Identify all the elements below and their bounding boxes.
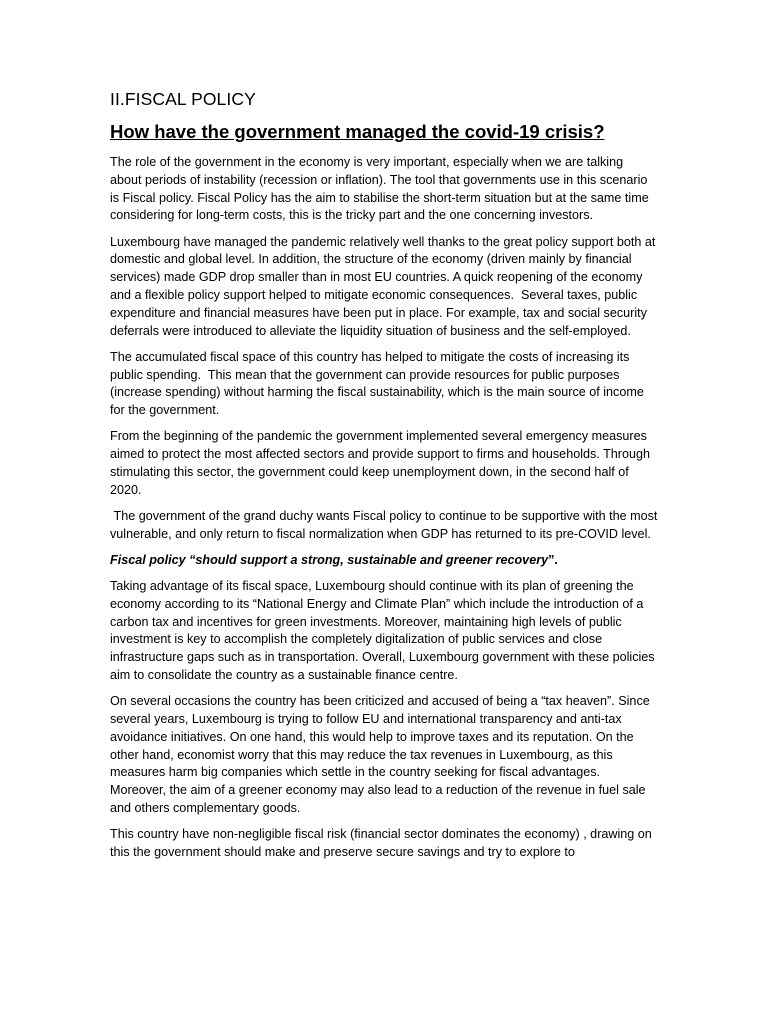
paragraph-tax-heaven: On several occasions the country has been criticized and accused of being a “tax heaven”. Since several years, Luxembourg is trying to follow EU and international transparency and anti-tax avoidance initiatives. On one hand, this would help to improve taxes and its reputation. On the other hand, economist worry that this may reduce the tax revenues in Luxembourg, as this measures harm big companies which settle in the country seeking for fiscal advantages. Moreover, the aim of a greener economy may also lead to a reduction of the revenue in fuel sale and others complementary goods. (110, 694, 654, 816)
quote-tail: ”. (548, 552, 558, 567)
section-heading: II.FISCAL POLICY (110, 89, 256, 109)
paragraph-greening-economy: Taking advantage of its fiscal space, Luxembourg should continue with its plan of greening the economy according to its “National Energy and Climate Plan” which include the introduction of a carbon tax and incentives for green investments. Moreover, maintaining high levels of public investment is key to accomplish the completely digitalization of public services and close infrastructure gaps such as in transportation. Overall, Luxembourg government with these policies aim to consolidate the country as a sustainable finance centre. (110, 579, 659, 683)
paragraph-fiscal-space: The accumulated fiscal space of this country has helped to mitigate the costs of increasing its public spending. This mean that the government can provide resources for public purposes (increase spending) without harming the fiscal sustainability, which is the main source of income for the government. (110, 349, 648, 418)
fiscal-policy-quote (110, 552, 658, 570)
quote-lead: Fiscal policy “should support a strong, sustainable and greener recovery (110, 552, 549, 567)
document-body (110, 88, 661, 870)
paragraph-emergency-measures: From the beginning of the pandemic the government implemented several emergency measures aimed to protect the most affected sectors and provide support to firms and households. Through stimulating this sector, the government could keep unemployment down, in the second half of 2020. (110, 429, 654, 497)
paragraph-grand-duchy-policy: The government of the grand duchy wants Fiscal policy to continue to be supportive with the most vulnerable, and only return to fiscal normalization when GDP has returned to its pre-COVID level. (110, 508, 661, 541)
paragraph-fiscal-risk: This country have non-negligible fiscal risk (financial sector dominates the economy) , drawing on this the government should make and preserve secure savings and try to explore to (110, 827, 656, 860)
paragraph-role-of-government: The role of the government in the economy is very important, especially when we are talking about periods of instability (recession or inflation). The tool that governments use in this scenario is Fiscal policy. Fiscal Policy has the aim to stabilise the short-term situation but at the same time considering for long-term costs, this is the tricky part and the one concerning investors. (110, 155, 653, 223)
paragraph-pandemic-management: Luxembourg have managed the pandemic relatively well thanks to the great policy support both at domestic and global level. In addition, the structure of the economy (driven mainly by financial services) made GDP drop smaller than in most EU countries. A quick reopening of the economy and a flexible policy support helped to mitigate economic consequences. Several taxes, public expenditure and financial measures have been put in place. For example, tax and social security deferrals were introduced to alleviate the liquidity situation of business and the self-employed. (110, 234, 659, 338)
document-title: How have the government managed the covid-19 crisis? (110, 121, 605, 142)
